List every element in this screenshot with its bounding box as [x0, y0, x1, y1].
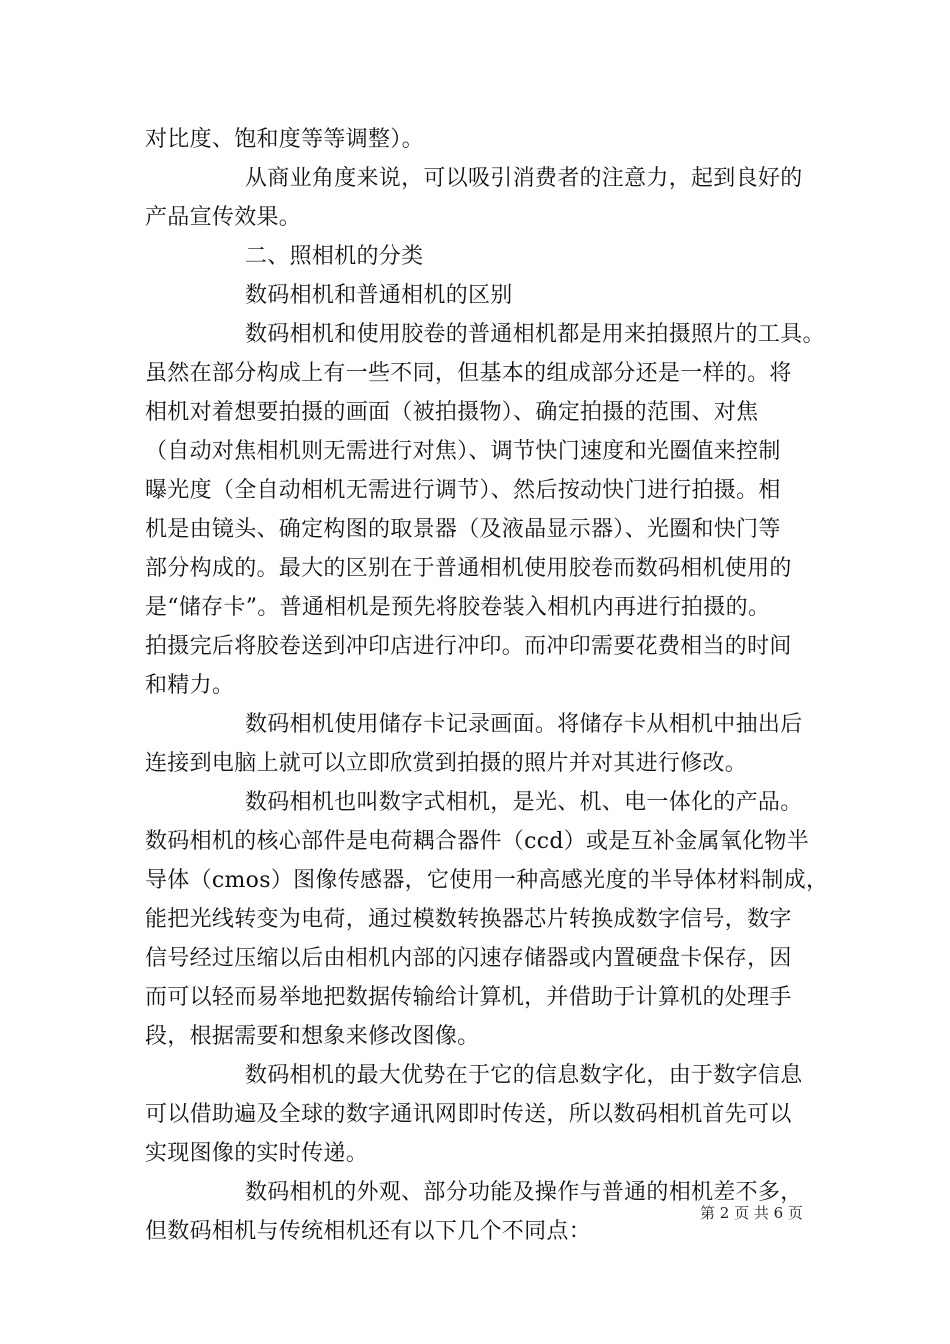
paragraph-line: 但数码相机与传统相机还有以下几个不同点：	[145, 1219, 592, 1244]
paragraph-line: 是“储存卡”。普通相机是预先将胶卷装入相机内再进行拍摄的。	[145, 595, 771, 620]
paragraph-line: 相机对着想要拍摄的画面（被拍摄物）、确定拍摄的范围、对焦	[145, 400, 759, 425]
paragraph-line: 拍摄完后将胶卷送到冲印店进行冲印。而冲印需要花费相当的时间	[145, 634, 792, 659]
document-body	[145, 120, 829, 1251]
paragraph-line: 数码相机的核心部件是电荷耦合器件（ccd）或是互补金属氧化物半	[145, 829, 810, 854]
paragraph-line: 数码相机的外观、部分功能及操作与普通的相机差不多，	[245, 1180, 803, 1205]
paragraph-line: 连接到电脑上就可以立即欣赏到拍摄的照片并对其进行修改。	[145, 751, 748, 776]
paragraph-line: 产品宣传效果。	[145, 205, 302, 230]
paragraph-line: 数码相机使用储存卡记录画面。将储存卡从相机中抽出后	[245, 712, 803, 737]
page-number-footer: 第 2 页 共 6 页	[700, 1204, 803, 1222]
paragraph-line: 实现图像的实时传递。	[145, 1141, 369, 1166]
paragraph-line: 虽然在部分构成上有一些不同，但基本的组成部分还是一样的。将	[145, 361, 792, 386]
section-heading: 二、照相机的分类	[245, 244, 424, 269]
paragraph-line: 段，根据需要和想象来修改图像。	[145, 1024, 480, 1049]
paragraph-line: 数码相机的最大优势在于它的信息数字化，由于数字信息	[245, 1063, 803, 1088]
subsection-heading: 数码相机和普通相机的区别	[245, 283, 513, 308]
paragraph-line: 导体（cmos）图像传感器，它使用一种高感光度的半导体材料制成，	[145, 868, 829, 893]
paragraph-line: （自动对焦相机则无需进行对焦）、调节快门速度和光圈值来控制	[145, 439, 781, 464]
paragraph-line: 能把光线转变为电荷，通过模数转换器芯片转换成数字信号，数字	[145, 907, 792, 932]
paragraph-line: 曝光度（全自动相机无需进行调节）、然后按动快门进行拍摄。相	[145, 478, 781, 503]
paragraph-line: 数码相机也叫数字式相机，是光、机、电一体化的产品。	[245, 790, 803, 815]
paragraph-line: 可以借助遍及全球的数字通讯网即时传送，所以数码相机首先可以	[145, 1102, 792, 1127]
paragraph-line: 而可以轻而易举地把数据传输给计算机，并借助于计算机的处理手	[145, 985, 792, 1010]
paragraph-line: 机是由镜头、确定构图的取景器（及液晶显示器）、光圈和快门等	[145, 517, 781, 542]
paragraph-line: 和精力。	[145, 673, 235, 698]
paragraph-line: 部分构成的。最大的区别在于普通相机使用胶卷而数码相机使用的	[145, 556, 792, 581]
paragraph-line: 信号经过压缩以后由相机内部的闪速存储器或内置硬盘卡保存，因	[145, 946, 792, 971]
paragraph-line: 数码相机和使用胶卷的普通相机都是用来拍摄照片的工具。	[245, 322, 825, 347]
paragraph-line: 从商业角度来说，可以吸引消费者的注意力，起到良好的	[245, 166, 803, 191]
paragraph-line: 对比度、饱和度等等调整）。	[145, 127, 424, 152]
